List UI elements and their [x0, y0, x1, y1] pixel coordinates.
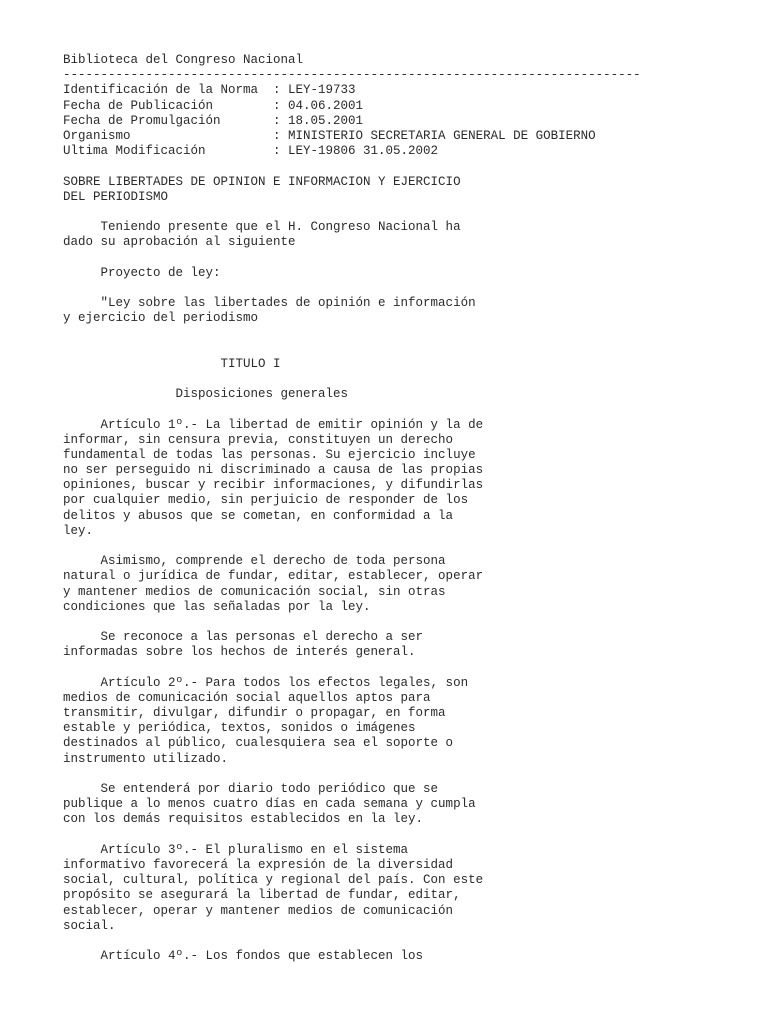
library-name: Biblioteca del Congreso Nacional [63, 53, 304, 67]
article-1-line: opiniones, buscar y recibir informaciones, y difundirlas [63, 478, 484, 493]
spacer [63, 828, 763, 843]
article-1-p2-line: condiciones que las señaladas por la ley. [63, 599, 371, 614]
spacer [63, 767, 763, 782]
article-1-p2-line: y mantener medios de comunicación social, sin otras [63, 584, 446, 599]
article-1-p2-line: Asimismo, comprende el derecho de toda persona [63, 554, 446, 569]
article-1-p2-line: natural o jurídica de fundar, editar, establecer, operar [63, 569, 484, 584]
article-1-line: Artículo 1º.- La libertad de emitir opinión y la de [63, 417, 484, 432]
article-3-line: informativo favorecerá la expresión de la diversidad [63, 857, 454, 872]
article-1-p3-line: informadas sobre los hechos de interés general. [63, 645, 416, 660]
article-1-p3-line: Se reconoce a las personas el derecho a ser [63, 630, 424, 645]
article-2-p2-line: publique a lo menos cuatro días en cada semana y cumpla [63, 797, 476, 812]
article-3-line: propósito se asegurará la libertad de fundar, editar, [63, 888, 461, 903]
article-1-line: por cualquier medio, sin perjuicio de responder de los [63, 493, 469, 508]
article-2-p2-line: Se entenderá por diario todo periódico que se [63, 782, 439, 796]
spacer [63, 539, 763, 554]
disposiciones-heading: Disposiciones generales [63, 387, 349, 402]
article-3-line: Artículo 3º.- El pluralismo en el sistema [63, 842, 409, 857]
ley-title-line: "Ley sobre las libertades de opinión e información [63, 296, 476, 310]
field-fecha-promulgacion: Fecha de Promulgación : 18.05.2001 [63, 113, 364, 128]
spacer [63, 934, 763, 949]
article-3-line: establecer, operar y mantener medios de comunicación [63, 903, 454, 918]
article-1-line: informar, sin censura previa, constituyen un derecho [63, 432, 454, 447]
preamble-line: dado su aprobación al siguiente [63, 235, 296, 250]
law-title-line: SOBRE LIBERTADES DE OPINION E INFORMACION Y EJERCICIO [63, 174, 461, 189]
titulo-heading: TITULO I [63, 356, 281, 371]
article-2-line: medios de comunicación social aquellos aptos para [63, 690, 431, 705]
article-2-line: destinados al público, cualesquiera sea el soporte o [63, 736, 454, 751]
spacer [63, 250, 763, 265]
spacer [63, 342, 763, 357]
field-identificacion: Identificación de la Norma : LEY-19733 [63, 83, 356, 98]
document-page [63, 53, 763, 964]
article-3-line: social, cultural, política y regional del país. Con este [63, 873, 484, 888]
spacer [63, 326, 763, 341]
article-3-line: social. [63, 918, 116, 933]
article-2-line: transmitir, divulgar, difundir o propagar, en forma [63, 706, 446, 721]
proyecto-line: Proyecto de ley: [63, 265, 221, 280]
article-4-line: Artículo 4º.- Los fondos que establecen los [63, 949, 424, 964]
header-separator: ----------------------------------------------------------------------------- [63, 68, 641, 83]
spacer [63, 402, 763, 417]
law-title-line: DEL PERIODISMO [63, 189, 169, 204]
article-2-line: Artículo 2º.- Para todos los efectos legales, son [63, 675, 469, 690]
article-2-line: estable y periódica, textos, sonidos o imágenes [63, 721, 416, 736]
field-organismo: Organismo : MINISTERIO SECRETARIA GENERAL DE GOBIERNO [63, 128, 596, 143]
article-2-line: instrumento utilizado. [63, 751, 229, 766]
article-1-line: no ser perseguido ni discriminado a causa de las propias [63, 463, 484, 478]
preamble-line: Teniendo presente que el H. Congreso Nacional ha [63, 220, 461, 235]
article-1-line: delitos y abusos que se cometan, en conformidad a la [63, 508, 454, 523]
ley-title-line: y ejercicio del periodismo [63, 311, 259, 326]
spacer [63, 159, 763, 174]
spacer [63, 372, 763, 387]
spacer [63, 615, 763, 630]
field-ultima-modificacion: Ultima Modificación : LEY-19806 31.05.2002 [63, 144, 439, 159]
spacer [63, 281, 763, 296]
spacer [63, 205, 763, 220]
article-1-line: ley. [63, 523, 94, 538]
article-2-p2-line: con los demás requisitos establecidos en la ley. [63, 812, 424, 827]
spacer [63, 661, 763, 676]
article-1-line: fundamental de todas las personas. Su ejercicio incluye [63, 447, 476, 462]
field-fecha-publicacion: Fecha de Publicación : 04.06.2001 [63, 98, 364, 113]
